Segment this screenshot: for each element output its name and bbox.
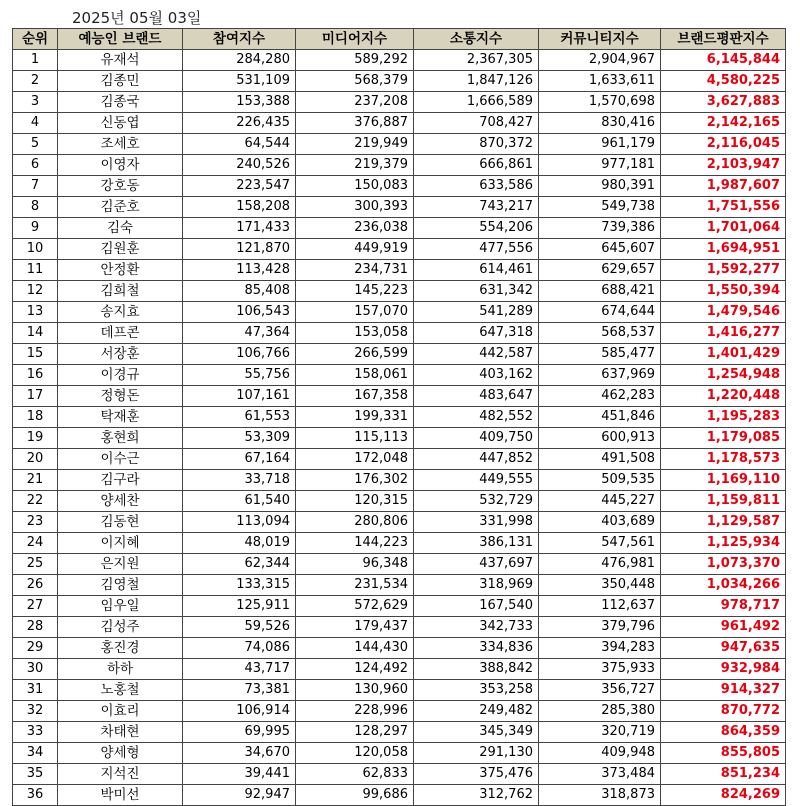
reputation-cell: 4,580,225 (661, 71, 786, 92)
communication-cell: 633,586 (414, 176, 539, 197)
table-row (13, 428, 786, 449)
reputation-cell: 870,772 (661, 701, 786, 722)
rank-cell: 23 (13, 512, 58, 533)
media-cell: 280,806 (296, 512, 414, 533)
community-cell: 549,738 (539, 197, 661, 218)
participation-cell: 531,109 (183, 71, 296, 92)
community-cell: 356,727 (539, 680, 661, 701)
reputation-cell: 851,234 (661, 764, 786, 785)
media-cell: 568,379 (296, 71, 414, 92)
communication-cell: 477,556 (414, 239, 539, 260)
reputation-cell: 1,178,573 (661, 449, 786, 470)
brand-name-cell: 이영자 (58, 155, 183, 176)
media-cell: 176,302 (296, 470, 414, 491)
community-cell: 476,981 (539, 554, 661, 575)
communication-cell: 312,762 (414, 785, 539, 806)
rank-cell: 14 (13, 323, 58, 344)
media-cell: 231,534 (296, 575, 414, 596)
reputation-cell: 1,987,607 (661, 176, 786, 197)
participation-cell: 113,094 (183, 512, 296, 533)
rank-cell: 4 (13, 113, 58, 134)
participation-cell: 171,433 (183, 218, 296, 239)
reputation-cell: 1,159,811 (661, 491, 786, 512)
table-row (13, 239, 786, 260)
table-row (13, 92, 786, 113)
participation-cell: 121,870 (183, 239, 296, 260)
header-communication: 소통지수 (414, 29, 539, 50)
participation-cell: 240,526 (183, 155, 296, 176)
community-cell: 629,657 (539, 260, 661, 281)
reputation-cell: 1,034,266 (661, 575, 786, 596)
communication-cell: 331,998 (414, 512, 539, 533)
community-cell: 445,227 (539, 491, 661, 512)
community-cell: 491,508 (539, 449, 661, 470)
media-cell: 236,038 (296, 218, 414, 239)
participation-cell: 48,019 (183, 533, 296, 554)
community-cell: 830,416 (539, 113, 661, 134)
community-cell: 285,380 (539, 701, 661, 722)
communication-cell: 666,861 (414, 155, 539, 176)
media-cell: 219,379 (296, 155, 414, 176)
community-cell: 509,535 (539, 470, 661, 491)
rank-cell: 5 (13, 134, 58, 155)
media-cell: 120,058 (296, 743, 414, 764)
media-cell: 115,113 (296, 428, 414, 449)
media-cell: 237,208 (296, 92, 414, 113)
communication-cell: 353,258 (414, 680, 539, 701)
community-cell: 379,796 (539, 617, 661, 638)
participation-cell: 61,540 (183, 491, 296, 512)
rank-cell: 8 (13, 197, 58, 218)
brand-name-cell: 김종민 (58, 71, 183, 92)
brand-name-cell: 이지혜 (58, 533, 183, 554)
reputation-cell: 1,694,951 (661, 239, 786, 260)
rank-cell: 9 (13, 218, 58, 239)
brand-name-cell: 하하 (58, 659, 183, 680)
communication-cell: 631,342 (414, 281, 539, 302)
communication-cell: 482,552 (414, 407, 539, 428)
brand-name-cell: 김동현 (58, 512, 183, 533)
rank-cell: 26 (13, 575, 58, 596)
brand-reputation-table (12, 28, 786, 806)
brand-name-cell: 노홍철 (58, 680, 183, 701)
table-row (13, 302, 786, 323)
participation-cell: 53,309 (183, 428, 296, 449)
header-participation: 참여지수 (183, 29, 296, 50)
participation-cell: 85,408 (183, 281, 296, 302)
communication-cell: 532,729 (414, 491, 539, 512)
rank-cell: 11 (13, 260, 58, 281)
table-row (13, 449, 786, 470)
participation-cell: 125,911 (183, 596, 296, 617)
participation-cell: 62,344 (183, 554, 296, 575)
reputation-cell: 1,701,064 (661, 218, 786, 239)
communication-cell: 345,349 (414, 722, 539, 743)
brand-name-cell: 김희철 (58, 281, 183, 302)
participation-cell: 69,995 (183, 722, 296, 743)
communication-cell: 334,836 (414, 638, 539, 659)
participation-cell: 61,553 (183, 407, 296, 428)
rank-cell: 2 (13, 71, 58, 92)
communication-cell: 409,750 (414, 428, 539, 449)
table-row (13, 764, 786, 785)
community-cell: 645,607 (539, 239, 661, 260)
community-cell: 585,477 (539, 344, 661, 365)
community-cell: 320,719 (539, 722, 661, 743)
report-date: 2025년 05월 03일 (72, 9, 202, 27)
participation-cell: 55,756 (183, 365, 296, 386)
media-cell: 179,437 (296, 617, 414, 638)
media-cell: 572,629 (296, 596, 414, 617)
community-cell: 2,904,967 (539, 50, 661, 71)
communication-cell: 554,206 (414, 218, 539, 239)
media-cell: 120,315 (296, 491, 414, 512)
media-cell: 99,686 (296, 785, 414, 806)
community-cell: 451,846 (539, 407, 661, 428)
participation-cell: 107,161 (183, 386, 296, 407)
brand-name-cell: 송지효 (58, 302, 183, 323)
brand-name-cell: 홍현희 (58, 428, 183, 449)
header-brand: 예능인 브랜드 (58, 29, 183, 50)
media-cell: 167,358 (296, 386, 414, 407)
media-cell: 128,297 (296, 722, 414, 743)
community-cell: 1,570,698 (539, 92, 661, 113)
table-row (13, 575, 786, 596)
community-cell: 547,561 (539, 533, 661, 554)
media-cell: 266,599 (296, 344, 414, 365)
reputation-cell: 947,635 (661, 638, 786, 659)
media-cell: 449,919 (296, 239, 414, 260)
table-row (13, 470, 786, 491)
communication-cell: 388,842 (414, 659, 539, 680)
table-row (13, 344, 786, 365)
communication-cell: 2,367,305 (414, 50, 539, 71)
media-cell: 228,996 (296, 701, 414, 722)
community-cell: 409,948 (539, 743, 661, 764)
communication-cell: 437,697 (414, 554, 539, 575)
table-row (13, 533, 786, 554)
participation-cell: 106,914 (183, 701, 296, 722)
communication-cell: 318,969 (414, 575, 539, 596)
communication-cell: 1,847,126 (414, 71, 539, 92)
participation-cell: 284,280 (183, 50, 296, 71)
reputation-cell: 1,751,556 (661, 197, 786, 218)
media-cell: 153,058 (296, 323, 414, 344)
participation-cell: 113,428 (183, 260, 296, 281)
communication-cell: 375,476 (414, 764, 539, 785)
communication-cell: 403,162 (414, 365, 539, 386)
table-row (13, 554, 786, 575)
community-cell: 688,421 (539, 281, 661, 302)
media-cell: 589,292 (296, 50, 414, 71)
brand-name-cell: 유재석 (58, 50, 183, 71)
community-cell: 462,283 (539, 386, 661, 407)
reputation-cell: 1,479,546 (661, 302, 786, 323)
community-cell: 350,448 (539, 575, 661, 596)
communication-cell: 647,318 (414, 323, 539, 344)
table-row (13, 155, 786, 176)
media-cell: 199,331 (296, 407, 414, 428)
media-cell: 234,731 (296, 260, 414, 281)
communication-cell: 291,130 (414, 743, 539, 764)
brand-name-cell: 정형돈 (58, 386, 183, 407)
table-row (13, 50, 786, 71)
rank-cell: 30 (13, 659, 58, 680)
communication-cell: 449,555 (414, 470, 539, 491)
table-row (13, 281, 786, 302)
media-cell: 158,061 (296, 365, 414, 386)
brand-name-cell: 안정환 (58, 260, 183, 281)
communication-cell: 614,461 (414, 260, 539, 281)
header-community: 커뮤니티지수 (539, 29, 661, 50)
reputation-cell: 1,416,277 (661, 323, 786, 344)
participation-cell: 73,381 (183, 680, 296, 701)
reputation-cell: 2,142,165 (661, 113, 786, 134)
brand-name-cell: 박미선 (58, 785, 183, 806)
header-media: 미디어지수 (296, 29, 414, 50)
media-cell: 144,430 (296, 638, 414, 659)
reputation-cell: 932,984 (661, 659, 786, 680)
community-cell: 1,633,611 (539, 71, 661, 92)
reputation-cell: 2,116,045 (661, 134, 786, 155)
table-row (13, 659, 786, 680)
reputation-cell: 864,359 (661, 722, 786, 743)
brand-name-cell: 김종국 (58, 92, 183, 113)
participation-cell: 133,315 (183, 575, 296, 596)
brand-name-cell: 이수근 (58, 449, 183, 470)
brand-name-cell: 김원훈 (58, 239, 183, 260)
community-cell: 112,637 (539, 596, 661, 617)
participation-cell: 59,526 (183, 617, 296, 638)
reputation-cell: 1,125,934 (661, 533, 786, 554)
table-row (13, 638, 786, 659)
media-cell: 145,223 (296, 281, 414, 302)
participation-cell: 158,208 (183, 197, 296, 218)
table-row (13, 407, 786, 428)
rank-cell: 12 (13, 281, 58, 302)
rank-cell: 28 (13, 617, 58, 638)
community-cell: 739,386 (539, 218, 661, 239)
header-reputation: 브랜드평판지수 (661, 29, 786, 50)
table-row (13, 197, 786, 218)
community-cell: 403,689 (539, 512, 661, 533)
reputation-cell: 1,592,277 (661, 260, 786, 281)
rank-cell: 20 (13, 449, 58, 470)
media-cell: 172,048 (296, 449, 414, 470)
brand-name-cell: 홍진경 (58, 638, 183, 659)
media-cell: 150,083 (296, 176, 414, 197)
participation-cell: 92,947 (183, 785, 296, 806)
brand-name-cell: 김영철 (58, 575, 183, 596)
media-cell: 130,960 (296, 680, 414, 701)
header-rank: 순위 (13, 29, 58, 50)
community-cell: 980,391 (539, 176, 661, 197)
participation-cell: 39,441 (183, 764, 296, 785)
participation-cell: 106,766 (183, 344, 296, 365)
communication-cell: 386,131 (414, 533, 539, 554)
table-row (13, 71, 786, 92)
reputation-cell: 6,145,844 (661, 50, 786, 71)
participation-cell: 223,547 (183, 176, 296, 197)
media-cell: 376,887 (296, 113, 414, 134)
rank-cell: 36 (13, 785, 58, 806)
rank-cell: 21 (13, 470, 58, 491)
rank-cell: 18 (13, 407, 58, 428)
rank-cell: 15 (13, 344, 58, 365)
table-row (13, 323, 786, 344)
community-cell: 568,537 (539, 323, 661, 344)
reputation-cell: 1,073,370 (661, 554, 786, 575)
community-cell: 318,873 (539, 785, 661, 806)
participation-cell: 106,543 (183, 302, 296, 323)
brand-name-cell: 서장훈 (58, 344, 183, 365)
media-cell: 219,949 (296, 134, 414, 155)
rank-cell: 27 (13, 596, 58, 617)
media-cell: 144,223 (296, 533, 414, 554)
reputation-cell: 1,254,948 (661, 365, 786, 386)
rank-cell: 29 (13, 638, 58, 659)
rank-cell: 7 (13, 176, 58, 197)
reputation-cell: 2,103,947 (661, 155, 786, 176)
brand-name-cell: 김숙 (58, 218, 183, 239)
community-cell: 637,969 (539, 365, 661, 386)
communication-cell: 1,666,589 (414, 92, 539, 113)
brand-name-cell: 임우일 (58, 596, 183, 617)
communication-cell: 249,482 (414, 701, 539, 722)
communication-cell: 483,647 (414, 386, 539, 407)
table-row (13, 260, 786, 281)
reputation-cell: 1,401,429 (661, 344, 786, 365)
rank-cell: 33 (13, 722, 58, 743)
rank-cell: 22 (13, 491, 58, 512)
reputation-cell: 824,269 (661, 785, 786, 806)
table-row (13, 617, 786, 638)
participation-cell: 33,718 (183, 470, 296, 491)
communication-cell: 541,289 (414, 302, 539, 323)
brand-name-cell: 김성주 (58, 617, 183, 638)
rank-cell: 6 (13, 155, 58, 176)
table-row (13, 512, 786, 533)
participation-cell: 47,364 (183, 323, 296, 344)
table-row (13, 701, 786, 722)
table-row (13, 218, 786, 239)
participation-cell: 226,435 (183, 113, 296, 134)
rank-cell: 19 (13, 428, 58, 449)
community-cell: 600,913 (539, 428, 661, 449)
reputation-cell: 1,550,394 (661, 281, 786, 302)
media-cell: 124,492 (296, 659, 414, 680)
participation-cell: 153,388 (183, 92, 296, 113)
community-cell: 674,644 (539, 302, 661, 323)
table-row (13, 491, 786, 512)
rank-cell: 16 (13, 365, 58, 386)
rank-cell: 31 (13, 680, 58, 701)
reputation-cell: 1,129,587 (661, 512, 786, 533)
brand-name-cell: 김구라 (58, 470, 183, 491)
brand-name-cell: 지석진 (58, 764, 183, 785)
reputation-cell: 855,805 (661, 743, 786, 764)
community-cell: 977,181 (539, 155, 661, 176)
media-cell: 157,070 (296, 302, 414, 323)
brand-name-cell: 이경규 (58, 365, 183, 386)
table-row (13, 113, 786, 134)
brand-name-cell: 조세호 (58, 134, 183, 155)
table-row (13, 680, 786, 701)
communication-cell: 442,587 (414, 344, 539, 365)
reputation-cell: 1,169,110 (661, 470, 786, 491)
rank-cell: 1 (13, 50, 58, 71)
table-row (13, 386, 786, 407)
table-row (13, 785, 786, 806)
rank-cell: 24 (13, 533, 58, 554)
brand-name-cell: 차태현 (58, 722, 183, 743)
brand-name-cell: 이효리 (58, 701, 183, 722)
table-row (13, 596, 786, 617)
community-cell: 375,933 (539, 659, 661, 680)
reputation-cell: 3,627,883 (661, 92, 786, 113)
communication-cell: 708,427 (414, 113, 539, 134)
rank-cell: 35 (13, 764, 58, 785)
table-row (13, 743, 786, 764)
reputation-cell: 978,717 (661, 596, 786, 617)
table-header-row (13, 29, 786, 50)
table-row (13, 134, 786, 155)
participation-cell: 67,164 (183, 449, 296, 470)
brand-name-cell: 탁재훈 (58, 407, 183, 428)
rank-cell: 3 (13, 92, 58, 113)
table-row (13, 365, 786, 386)
rank-cell: 25 (13, 554, 58, 575)
reputation-cell: 914,327 (661, 680, 786, 701)
community-cell: 373,484 (539, 764, 661, 785)
brand-name-cell: 신동엽 (58, 113, 183, 134)
brand-name-cell: 데프콘 (58, 323, 183, 344)
communication-cell: 167,540 (414, 596, 539, 617)
reputation-cell: 961,492 (661, 617, 786, 638)
reputation-cell: 1,195,283 (661, 407, 786, 428)
reputation-cell: 1,179,085 (661, 428, 786, 449)
brand-name-cell: 은지원 (58, 554, 183, 575)
media-cell: 62,833 (296, 764, 414, 785)
participation-cell: 64,544 (183, 134, 296, 155)
brand-name-cell: 김준호 (58, 197, 183, 218)
brand-name-cell: 강호동 (58, 176, 183, 197)
table-row (13, 722, 786, 743)
reputation-cell: 1,220,448 (661, 386, 786, 407)
rank-cell: 10 (13, 239, 58, 260)
communication-cell: 447,852 (414, 449, 539, 470)
participation-cell: 43,717 (183, 659, 296, 680)
participation-cell: 34,670 (183, 743, 296, 764)
table-row (13, 176, 786, 197)
communication-cell: 743,217 (414, 197, 539, 218)
communication-cell: 342,733 (414, 617, 539, 638)
communication-cell: 870,372 (414, 134, 539, 155)
brand-name-cell: 양세형 (58, 743, 183, 764)
rank-cell: 13 (13, 302, 58, 323)
media-cell: 300,393 (296, 197, 414, 218)
rank-cell: 32 (13, 701, 58, 722)
community-cell: 394,283 (539, 638, 661, 659)
participation-cell: 74,086 (183, 638, 296, 659)
rank-cell: 17 (13, 386, 58, 407)
brand-name-cell: 양세찬 (58, 491, 183, 512)
media-cell: 96,348 (296, 554, 414, 575)
community-cell: 961,179 (539, 134, 661, 155)
rank-cell: 34 (13, 743, 58, 764)
